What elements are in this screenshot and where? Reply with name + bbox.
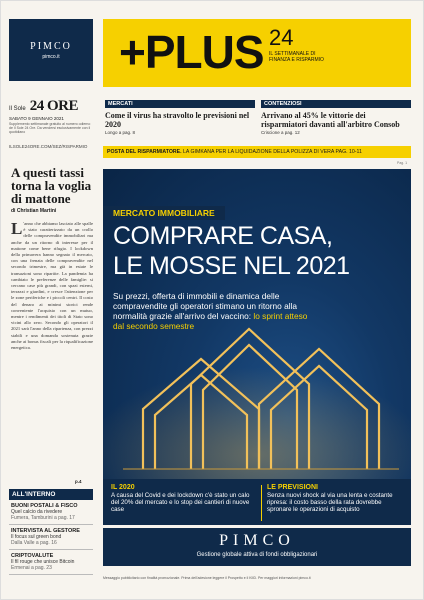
teaser-ref: Criscione a pag. 12 [261, 130, 300, 135]
summary-heading: LE PREVISIONI [267, 484, 318, 491]
pimco-logo: PIMCO [30, 41, 72, 52]
masthead-note: Supplemento settimanale gratuito al numero odierno de Il Sole 24 Ore. Da vendersi esclusivamente con il quotidiano [9, 122, 91, 134]
left-story-byline: di Christian Martini [11, 208, 57, 214]
teaser-mercati[interactable] [105, 100, 255, 135]
summary-2020 [111, 484, 251, 514]
pimco-ad-top[interactable] [9, 19, 93, 81]
strap-label: POSTA DEL RISPARMIATORE. [107, 149, 182, 155]
pimco-ad-logo: PIMCO [219, 532, 295, 549]
inside-item-desc: Il focus sul green bond [11, 534, 62, 540]
feature-dek-highlight: lo sprint atteso dal secondo semestre [113, 311, 308, 331]
inside-index [9, 489, 93, 575]
masthead-name: 24 ORE [29, 98, 78, 114]
feature-headline-line1: COMPRARE CASA, [113, 222, 333, 250]
left-story-text: 'anno che abbiamo lasciato alle spalle è stato caratterizzato da un crollo delle compravendite immobiliari ma anche da un ritorno di interesse per il mattone come bene rifugio. I lockdown della primavera hanno segnato il mercato, con una frenata delle compravendite nel secondo trimestre, ma già in estate le transazioni sono ripartite. La pandemia ha cambiato le preferenze delle famiglie: si cercano case più grandi, con spazi esterni, terrazzi e giardini, e cresce l'attenzione per le zone periferiche e i piccoli centri. Il costo del denaro ai minimi storici rende conveniente l'acquisto con un mutuo, mentre i rendimenti dei titoli di Stato sono vicini allo zero. Secondo gli operatori il 2021 sarà l'anno della ripartenza, con prezzi stabili e una domanda sostenuta grazie anche ai bonus fiscali per la riqualificazione energetica. [11, 221, 93, 351]
strap-ref: PAG. 10-11 [335, 149, 362, 155]
summary-divider [261, 485, 262, 521]
pimco-url: pimco.it [42, 54, 60, 60]
feature-dek-text: Su prezzi, offerta di immobili e dinamica delle compravendite gli operatori stimano un ritorno alla normalità grazie all'arrivo del vaccino: [113, 291, 298, 321]
inside-item-title: BUONI POSTALI & FISCO [11, 503, 78, 509]
summary-previsioni [267, 484, 407, 514]
plus-logo: +PLUS [119, 26, 264, 78]
inside-item-ref: Fumera, Tamburini a pag. 17 [11, 515, 75, 521]
summary-body: Senza nuovi shock al via una lenta e costante ripresa: il costo basso della rata dovrebbe spronare le operazioni di acquisto [267, 492, 393, 514]
feature-headline-line2: LE MOSSE NEL 2021 [113, 252, 350, 280]
teaser-title: Come il virus ha stravolto le previsioni nel 2020 [105, 111, 250, 129]
feature-kicker: MERCATO IMMOBILIARE [103, 206, 225, 220]
left-story-headline[interactable]: A questi tassi torna la voglia di mattone [11, 165, 92, 206]
inside-index-title: ALL'INTERNO [9, 489, 93, 500]
teaser-ref: Longo a pag. 8 [105, 130, 136, 135]
teaser-category: CONTENZIOSI [261, 100, 411, 108]
teaser-title: Arrivano al 45% le vittorie dei risparmiatori davanti all'arbitro Consob [261, 111, 400, 129]
pimco-ad-bottom[interactable] [103, 528, 411, 566]
summary-body: A causa del Covid e dei lockdown c'è stato un calo del 20% del mercato e lo stop dei cantieri di nuove case [111, 492, 250, 514]
masthead-date: SABATO 9 GENNAIO 2021 [9, 116, 64, 121]
inside-item-ref: Ermenai a pag. 23 [11, 565, 52, 571]
masthead-prefix: Il Sole [9, 106, 26, 112]
feature-story[interactable] [103, 169, 411, 479]
inside-item-title: INTERVISTA AL GESTORE [11, 528, 80, 534]
masthead [9, 97, 93, 134]
inside-item-desc: Quel calcio da rivedere [11, 509, 63, 515]
page-code: Pag. 1 [397, 161, 408, 165]
inside-item-ref: Dalla Valle a pag. 16 [11, 540, 57, 546]
inside-item-title: CRIPTOVALUTE [11, 553, 54, 559]
pimco-ad-tagline: Gestione globale attiva di fondi obbligazionari [196, 552, 318, 558]
plus24-banner [103, 19, 411, 87]
summary-heading: IL 2020 [111, 484, 135, 491]
left-story-body [11, 221, 93, 471]
teaser-contenziosi[interactable] [261, 100, 411, 135]
dropcap: L [11, 221, 23, 238]
feature-dek [113, 291, 313, 331]
strap-text: LA GIMKANA PER LA LIQUIDAZIONE DELLA POLIZZA DI VERA [183, 149, 335, 155]
plus-subtitle: IL SETTIMANALE DI FINANZA E RISPARMIO [269, 51, 324, 63]
feature-headline [113, 221, 403, 281]
plus-number: 24 [269, 25, 294, 50]
inside-item[interactable] [9, 525, 93, 550]
site-url[interactable]: ILSOLE24ORE.COM/SEZ/RISPARMIO [9, 144, 88, 149]
posta-strap[interactable] [103, 146, 411, 158]
continue-ref[interactable]: p.4 [75, 479, 82, 484]
inside-item-desc: Il fil rouge che unisce Bitcoin [11, 559, 75, 565]
teaser-category: MERCATI [105, 100, 255, 108]
inside-item[interactable] [9, 550, 93, 575]
feature-summary [103, 479, 411, 525]
footer-disclaimer: Messaggio pubblicitario con finalità promozionale. Prima dell'adesione leggere il Prospetto e il KIID. Per maggiori informazioni pimco.it [103, 576, 311, 580]
inside-item[interactable] [9, 500, 93, 525]
